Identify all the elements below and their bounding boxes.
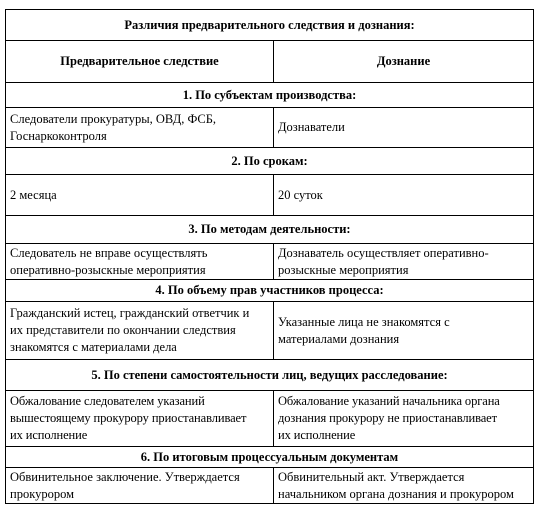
cell-inquiry-final-documents: Обвинительный акт. Утверждается начальником органа дознания и прокурором <box>274 468 534 504</box>
cell-investigation-independence: Обжалование следователем указаний вышестоящему прокурору приостанавливает их исполнение <box>6 391 274 447</box>
section-heading-row <box>6 447 534 468</box>
column-header-preliminary-investigation: Предварительное следствие <box>6 41 274 83</box>
section-heading-independence: 5. По степени самостоятельности лиц, ведущих расследование: <box>6 360 534 391</box>
cell-investigation-rights: Гражданский истец, гражданский ответчик и их представители по окончании следствия знакомятся с материалами дела <box>6 302 274 360</box>
table-row <box>6 175 534 216</box>
section-heading-methods: 3. По методам деятельности: <box>6 216 534 244</box>
comparison-table <box>5 9 534 504</box>
table-row <box>6 391 534 447</box>
cell-inquiry-terms: 20 суток <box>274 175 534 216</box>
table-row <box>6 468 534 504</box>
section-heading-row <box>6 360 534 391</box>
cell-investigation-terms: 2 месяца <box>6 175 274 216</box>
table-row <box>6 244 534 280</box>
table-title-row <box>6 10 534 41</box>
table-title: Различия предварительного следствия и дознания: <box>6 10 534 41</box>
cell-inquiry-subjects: Дознаватели <box>274 108 534 148</box>
cell-investigation-methods: Следователь не вправе осуществлять оперативно-розыскные мероприятия <box>6 244 274 280</box>
section-heading-rights: 4. По объему прав участников процесса: <box>6 280 534 302</box>
cell-investigation-final-documents: Обвинительное заключение. Утверждается прокурором <box>6 468 274 504</box>
section-heading-row <box>6 216 534 244</box>
section-heading-final-documents: 6. По итоговым процессуальным документам <box>6 447 534 468</box>
column-header-inquiry: Дознание <box>274 41 534 83</box>
table-row <box>6 108 534 148</box>
section-heading-terms: 2. По срокам: <box>6 148 534 175</box>
cell-inquiry-methods: Дознаватель осуществляет оперативно- розыскные мероприятия <box>274 244 534 280</box>
table-row <box>6 302 534 360</box>
cell-inquiry-independence: Обжалование указаний начальника органа дознания прокурору не приостанавливает их исполнение <box>274 391 534 447</box>
section-heading-row <box>6 148 534 175</box>
section-heading-row <box>6 83 534 108</box>
section-heading-subjects: 1. По субъектам производства: <box>6 83 534 108</box>
table-header-row <box>6 41 534 83</box>
section-heading-row <box>6 280 534 302</box>
cell-investigation-subjects: Следователи прокуратуры, ОВД, ФСБ, Госнаркоконтроля <box>6 108 274 148</box>
cell-inquiry-rights: Указанные лица не знакомятся с материалами дознания <box>274 302 534 360</box>
